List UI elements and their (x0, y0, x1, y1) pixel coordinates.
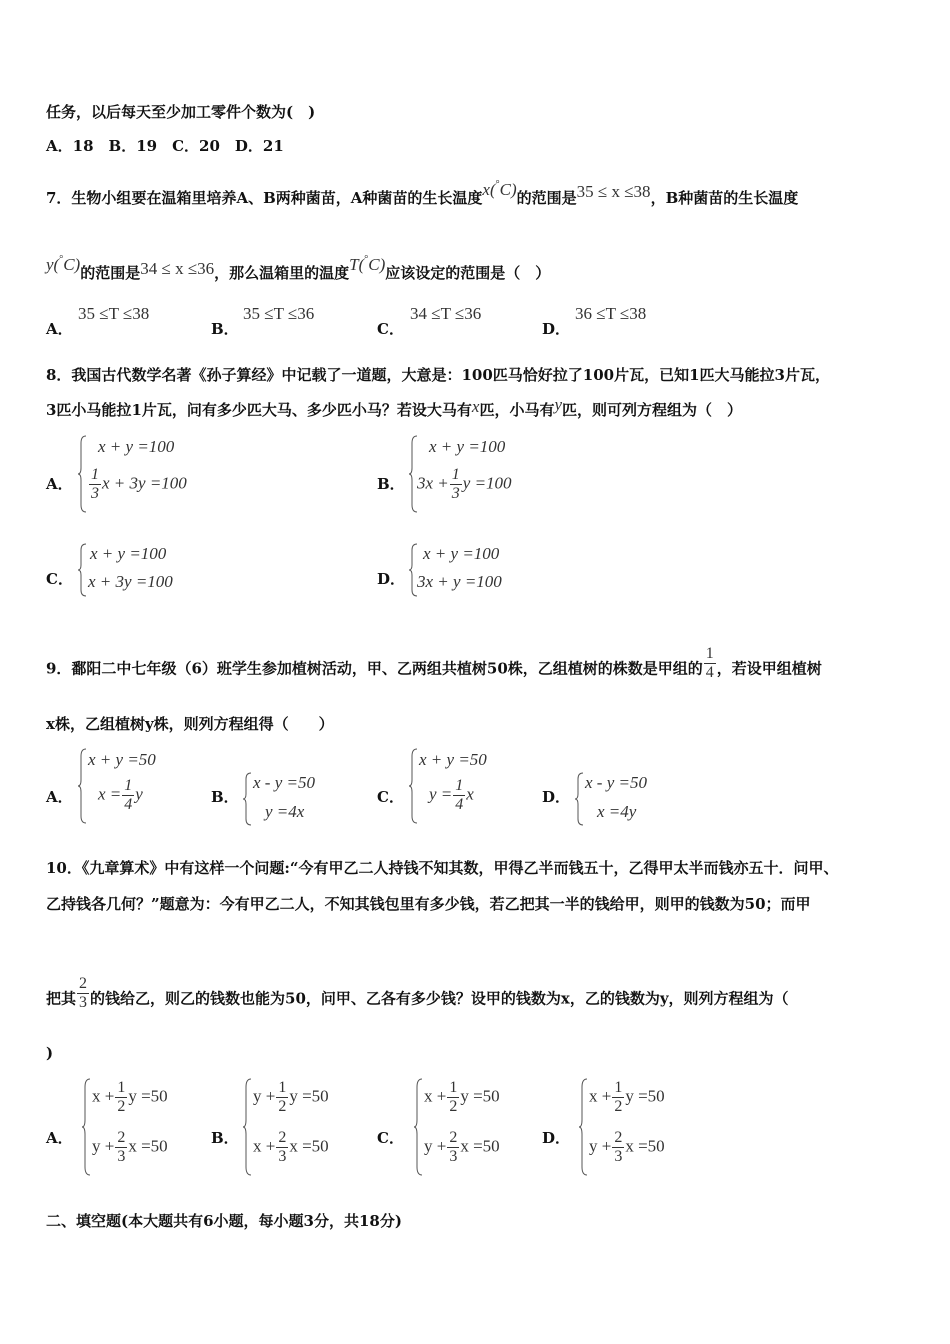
q9-option-c-system: x + y =50 y = $\frac{1}{4}$ x (409, 748, 529, 826)
brace-icon (579, 1078, 589, 1176)
q10-option-b-system: y + $\frac{1}{2}$ y =50 x + $\frac{2}{3}$ x =50 (243, 1078, 363, 1178)
q6-options: A．18 B．19 C．20 D．21 (46, 137, 284, 155)
q10-stem-line2: 乙持钱各几何？”题意为：今有甲乙二人，不知其钱包里有多少钱，若乙把其一半的钱给甲，则甲的钱数为50；而甲 (46, 895, 811, 913)
q7-option-c-label: C． (377, 320, 404, 338)
q8-option-c-label: C． (46, 570, 73, 588)
q7-option-c-expr: 34 ≤T ≤36 (410, 304, 482, 323)
q10-stem-line1: 10．《九章算术》中有这样一个问题:“今有甲乙二人持钱不知其数，甲得乙半而钱五十，乙得甲太半而钱亦五十．问甲、 (46, 859, 839, 877)
q9-option-a-label: A． (46, 788, 73, 806)
q7-text: ，那么温箱里的温度 (214, 264, 350, 282)
brace-icon (409, 748, 419, 824)
q10-option-d-label: D． (542, 1129, 571, 1147)
q7-option-d-expr: 36 ≤T ≤38 (575, 304, 647, 323)
q10-option-a-system: x + $\frac{1}{2}$ y =50 y + $\frac{2}{3}$ x =50 (82, 1078, 202, 1178)
q7-range-a: 35 ≤ x ≤38 (576, 182, 651, 201)
q8-option-a-system: x + y =100 $\frac{1}{3}$ x + 3y =100 (78, 435, 218, 515)
q9-option-b-system: x - y =50 y =4x (243, 772, 353, 826)
brace-icon (82, 1078, 92, 1176)
q8-stem-line1: 8．我国古代数学名著《孙子算经》中记载了一道题，大意是：100匹马恰好拉了100片瓦，已知1匹大马能拉3片瓦， (46, 366, 830, 384)
q7-option-b-expr: 35 ≤T ≤36 (243, 304, 315, 323)
q7-text: 的范围是 (516, 189, 577, 207)
q7-y-temp: y(°C) (46, 254, 81, 274)
section-title: 二、填空题(本大题共有6小题，每小题3分，共18分) (46, 1212, 402, 1230)
q7-option-a-label: A． (46, 320, 73, 338)
q7-stem-line2 (46, 254, 551, 283)
q8-y: y (554, 395, 562, 414)
brace-icon (78, 543, 88, 597)
q8-option-a-label: A． (46, 475, 73, 493)
q7-text: ，B种菌苗的生长温度 (650, 189, 799, 207)
brace-icon (243, 1078, 253, 1176)
q10-option-d-system: x + $\frac{1}{2}$ y =50 y + $\frac{2}{3}$ x =50 (579, 1078, 699, 1178)
q6-stem-tail: 任务，以后每天至少加工零件个数为( ) (46, 103, 316, 121)
q9-option-c-label: C． (377, 788, 404, 806)
q8-stem-line2: 3匹小马能拉1片瓦，问有多少匹大马、多少匹小马？若设大马有x匹，小马有y匹，则可列方程组为（ ） (46, 395, 743, 419)
q10-option-c-system: x + $\frac{1}{2}$ y =50 y + $\frac{2}{3}$ x =50 (414, 1078, 534, 1178)
q9-stem-line2: x株，乙组植树y株，则列方程组得（ ） (46, 715, 334, 733)
q9-stem-line1: 9．鄱阳二中七年级（6）班学生参加植树活动，甲、乙两组共植树50株，乙组植树的株数是甲组的 $\frac{1}{4}$ ，若设甲组植树 (46, 645, 822, 681)
q9-fraction: $\frac{1}{4}$ (705, 645, 714, 681)
brace-icon (78, 748, 88, 824)
q8-option-d-system: x + y =100 3x + y =100 (409, 543, 549, 598)
q7-option-b-label: B． (211, 320, 239, 338)
brace-icon (575, 772, 585, 826)
q8-option-d-label: D． (377, 570, 406, 588)
q8-option-b-system: x + y =100 3x + $\frac{1}{3}$ y =100 (409, 435, 549, 515)
q10-option-a-label: A． (46, 1129, 73, 1147)
q7-range-b: 34 ≤ x ≤36 (140, 259, 215, 278)
q10-fraction: $\frac{2}{3}$ (79, 975, 88, 1011)
q9-option-d-label: D． (542, 788, 571, 806)
q7-T-temp: T(°C) (349, 254, 386, 274)
q9-option-b-label: B． (211, 788, 239, 806)
q8-x: x (471, 397, 480, 416)
q8-option-c-system: x + y =100 x + 3y =100 (78, 543, 218, 598)
q9-option-d-system: x - y =50 x =4y (575, 772, 685, 826)
q7-x-temp: x(°C) (482, 179, 517, 199)
q10-stem-line3: 把其 $\frac{2}{3}$ 的钱给乙，则乙的钱数也能为50，问甲、乙各有多少钱？设甲的钱数为x，乙的钱数为y，则列方程组为（ (46, 975, 789, 1011)
brace-icon (414, 1078, 424, 1176)
q8-option-b-label: B． (377, 475, 405, 493)
q7-stem-line1 (46, 179, 799, 208)
q7-option-d-label: D． (542, 320, 571, 338)
q10-option-b-label: B． (211, 1129, 239, 1147)
q7-text: 应该设定的范围是（ ） (385, 264, 551, 282)
q10-option-c-label: C． (377, 1129, 404, 1147)
q7-option-a-expr: 35 ≤T ≤38 (78, 304, 150, 323)
q7-text: 7．生物小组要在温箱里培养A、B两种菌苗，A种菌苗的生长温度 (46, 189, 483, 207)
brace-icon (243, 772, 253, 826)
q7-text: 的范围是 (80, 264, 141, 282)
q10-stem-line4: ) (46, 1044, 54, 1062)
q9-option-a-system: x + y =50 x = $\frac{1}{4}$ y (78, 748, 198, 826)
brace-icon (78, 435, 88, 513)
